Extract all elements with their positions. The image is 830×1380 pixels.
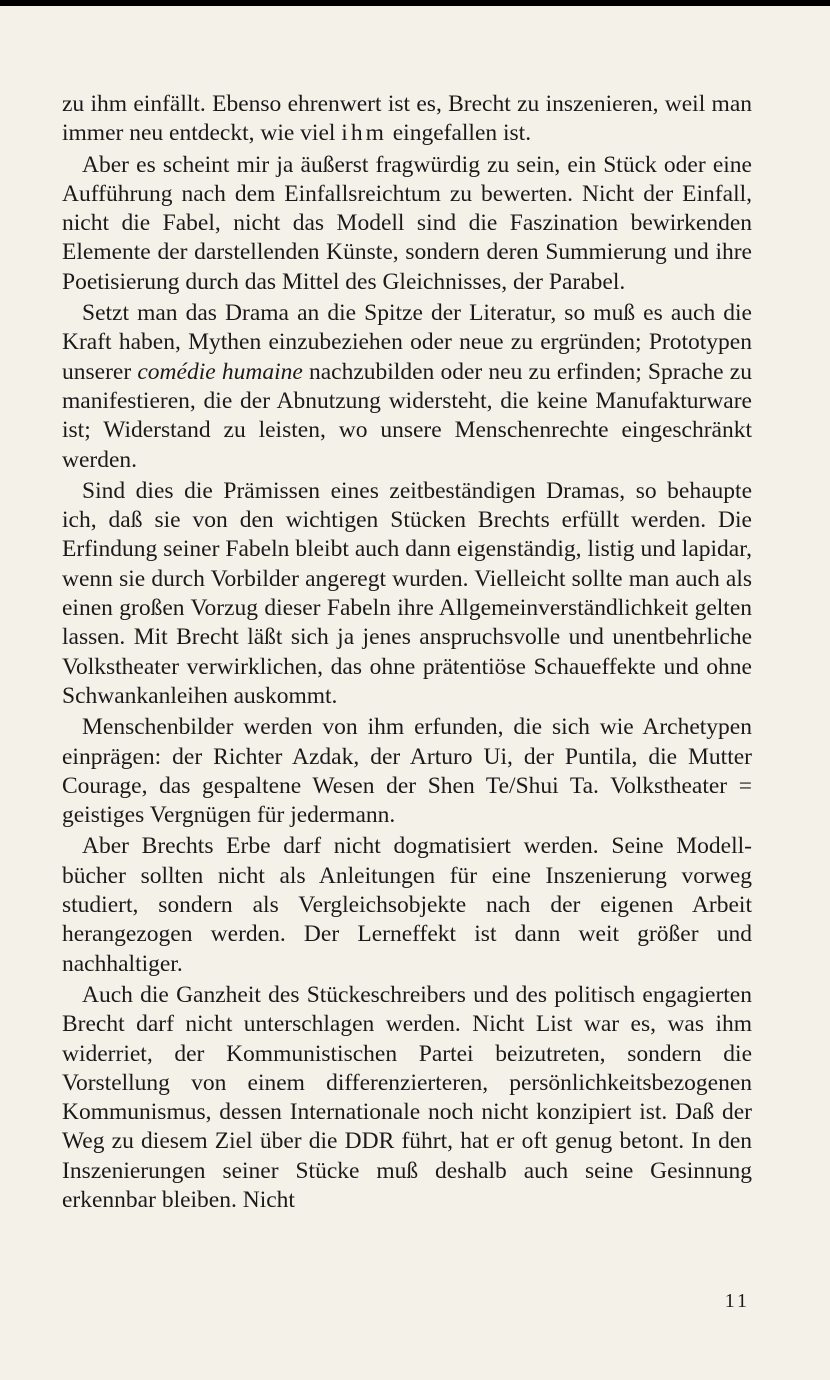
paragraph-4 bbox=[62, 477, 752, 711]
paragraph-2 bbox=[62, 151, 752, 297]
paragraph-3-part-1: Setzt man das Drama an die Spitze der Literatur, so muß es auch die Kraft haben, Mythen einzubeziehen oder neue zu ergründen; Prototypen unserer bbox=[62, 300, 752, 385]
paragraph-6-text: Aber Brechts Erbe darf nicht dogmatisiert werden. Seine Modellbücher sollten nicht als Anleitungen für eine Inszenierung vorweg studiert, sondern als Vergleichsobjekte nach der eigenen Arbeit herangezogen werden. Der Lerneffekt ist dann weit größer und nachhaltiger. bbox=[62, 833, 752, 977]
scan-top-edge bbox=[0, 0, 830, 6]
page-body bbox=[62, 90, 752, 1215]
paragraph-2-text: Aber es scheint mir ja äußerst fragwürdig zu sein, ein Stück oder eine Aufführung nach dem Einfallsreichtum zu bewerten. Nicht der Einfall, nicht die Fabel, nicht das Modell sind die Faszination bewirkenden Elemente der darstellenden Künste, sondern deren Summierung und ihre Poetisierung durch das Mittel des Gleichnisses, der Parabel. bbox=[62, 151, 752, 295]
paragraph-4-text: Sind dies die Prämissen eines zeitbeständigen Dramas, so behaupte ich, daß sie von den wichtigen Stücken Brechts erfüllt werden. Die Erfindung seiner Fabeln bleibt auch dann eigenständig, listig und lapidar, wenn sie durch Vorbilder angeregt wurden. Vielleicht sollte man auch als einen großen Vorzug dieser Fabeln ihre Allgemeinverständlichkeit gelten lassen. Mit Brecht läßt sich ja jenes anspruchsvolle und unentbehrliche Volkstheater verwirklichen, das ohne prätentiöse Schaueffekte und ohne Schwankanleihen auskommt. bbox=[62, 477, 752, 709]
paragraph-3-part-3: nachzubilden oder neu zu erfinden; Sprache zu manifestieren, die der Abnutzung widersteht, die keine Manufakturware ist; Widerstand zu leisten, wo unsere Menschenrechte eingeschränkt werden. bbox=[62, 358, 752, 473]
paragraph-3-italic: comédie humaine bbox=[137, 358, 303, 385]
paragraph-1 bbox=[62, 90, 752, 149]
paragraph-3 bbox=[62, 299, 752, 475]
paragraph-1-emphasis: ihm bbox=[341, 120, 387, 147]
paragraph-7 bbox=[62, 981, 752, 1215]
paragraph-7-text: Auch die Ganzheit des Stückeschreibers und des politisch engagierten Brecht darf nicht unterschlagen werden. Nicht List war es, was ihm widerriet, der Kommunistischen Partei beizutreten, sondern die Vorstellung von einem differenzierteren, persönlichkeitsbezogenen Kommunismus, dessen Internationale noch nicht konzipiert ist. Daß der Weg zu diesem Ziel über die DDR führt, hat er oft genug betont. In den Inszenierungen seiner Stücke muß deshalb auch seine Gesinnung erkennbar bleiben. Nicht bbox=[62, 981, 752, 1213]
paragraph-5-text: Menschenbilder werden von ihm erfunden, die sich wie Archetypen einprägen: der Richter Azdak, der Arturo Ui, der Puntila, die Mutter Courage, das gespaltene Wesen der Shen Te/Shui Ta. Volkstheater = geistiges Vergnügen für jedermann. bbox=[62, 714, 752, 829]
paragraph-1-part-3: eingefallen ist. bbox=[386, 120, 532, 147]
paragraph-1-part-1: zu ihm einfällt. Ebenso ehrenwert ist es, Brecht zu inszenieren, weil man immer neu entdeckt, wie viel bbox=[62, 91, 752, 147]
paragraph-5 bbox=[62, 713, 752, 830]
paragraph-6 bbox=[62, 832, 752, 978]
page-number: 11 bbox=[724, 1290, 750, 1312]
